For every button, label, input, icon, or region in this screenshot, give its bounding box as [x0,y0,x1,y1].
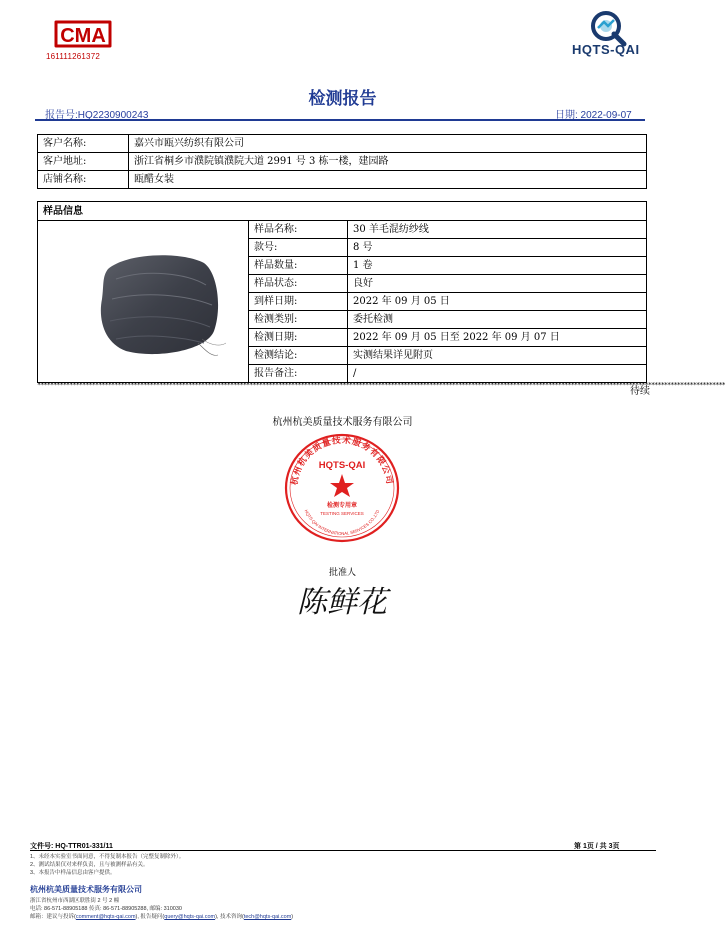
shop-name-value: 瓯醋女装 [129,171,647,189]
table-row [38,171,647,189]
approver-label: 批准人 [328,568,356,578]
page-number: 第 1页 / 共 3页 [574,843,620,850]
seal-star-icon [330,474,354,497]
shop-name-label: 店铺名称: [38,171,129,189]
footer-divider [30,850,656,851]
seal-label-en: TESTING SERVICES [320,511,364,516]
issuer-company: 杭州杭美质量技术服务有限公司 [272,417,413,428]
sample-status-value: 良好 [348,275,647,293]
hqts-logo-text: HQTS-QAI [572,42,640,57]
sample-section-title: 样品信息 [38,202,647,221]
conclusion-label: 检测结论: [249,347,348,365]
company-seal [283,432,401,544]
test-type-value: 委托检测 [348,311,647,329]
customer-name-value: 嘉兴市瓯兴纺织有限公司 [129,135,647,153]
test-type-label: 检测类别: [249,311,348,329]
seal-label: 检测专用章 [326,502,358,509]
style-no-value: 8 号 [348,239,647,257]
continued-label: 待续 [630,386,650,397]
footer-note: 1、未经本实验室书面同意，不得复制本报告（完整复制除外）。 [30,854,185,860]
table-row [38,135,647,153]
conclusion-value: 实测结果详见附页 [348,347,647,365]
email-mid: ), 报告疑问( [135,914,165,920]
table-row [38,221,647,239]
customer-address-value: 浙江省桐乡市濮院镇濮院大道 2991 号 3 栋一楼，建园路 [129,153,647,171]
footer-phone: 电话: 86-571-88905188 传真: 86-571-88905288, 邮编: 310030 [30,906,182,912]
sample-qty-value: 1 卷 [348,257,647,275]
footer-note: 3、本报告中样品信息由客户提供。 [30,870,116,876]
cma-number: 161111261372 [46,52,101,61]
email-prefix: 邮箱：建议与投诉( [30,914,76,920]
test-date-label: 检测日期: [249,329,348,347]
remarks-value: / [348,365,647,383]
seal-ring-bottom-text: HQTS-QAI INTERNATIONAL SERVICES CO.,LTD [303,508,381,537]
footer-note: 2、测试结果仅对来样负责，且与被测样品有关。 [30,862,149,868]
sample-qty-label: 样品数量: [249,257,348,275]
customer-name-label: 客户名称: [38,135,129,153]
report-date: 日期: 2022-09-07 [555,110,632,121]
header-divider [35,119,645,121]
sample-table [37,201,647,383]
style-no-label: 款号: [249,239,348,257]
customer-table [37,134,647,189]
page-title: 检测报告 [308,89,377,109]
sample-name-value: 30 羊毛混纺纱线 [348,221,647,239]
arrival-date-value: 2022 年 09 月 05 日 [348,293,647,311]
customer-address-label: 客户地址: [38,153,129,171]
sample-photo-cell [38,221,249,383]
signature-text: 陈鲜花 [297,585,387,620]
tech-email-link[interactable]: tech@hqts-qai.com [243,914,292,920]
arrival-date-label: 到样日期: [249,293,348,311]
cma-logo [52,14,114,54]
sample-status-label: 样品状态: [249,275,348,293]
email-suffix: ) [291,914,294,920]
query-email-link[interactable]: query@hqts-qai.com [164,914,216,920]
footer-email-line [30,912,293,920]
email-mid2: ), 技术咨询( [215,914,244,920]
sample-name-label: 样品名称: [249,221,348,239]
yarn-sample-image [86,239,236,364]
seal-ring-top-text: 杭州杭美质量技术服务有限公司 [289,435,395,486]
seal-brand-text: HQTS-QAI [318,460,366,471]
test-date-value: 2022 年 09 月 05 日至 2022 年 09 月 07 日 [348,329,647,347]
approver-signature [285,576,400,624]
star-separator: ********************************************************************************************************************************************************************************************************************** [37,381,725,389]
table-row [38,202,647,221]
report-number: 报告号:HQ2230900243 [45,110,149,121]
footer-company: 杭州杭美质量技术服务有限公司 [30,885,142,894]
file-number: 文件号: HQ-TTR01-331/11 [30,843,113,850]
table-row [38,153,647,171]
cma-logo-text: CMA [60,25,106,47]
footer-address: 浙江省杭州市西湖区联胜街 2 号 2 幢 [30,898,120,904]
remarks-label: 报告备注: [249,365,348,383]
complaint-email-link[interactable]: comment@hqts-qai.com [75,914,136,920]
